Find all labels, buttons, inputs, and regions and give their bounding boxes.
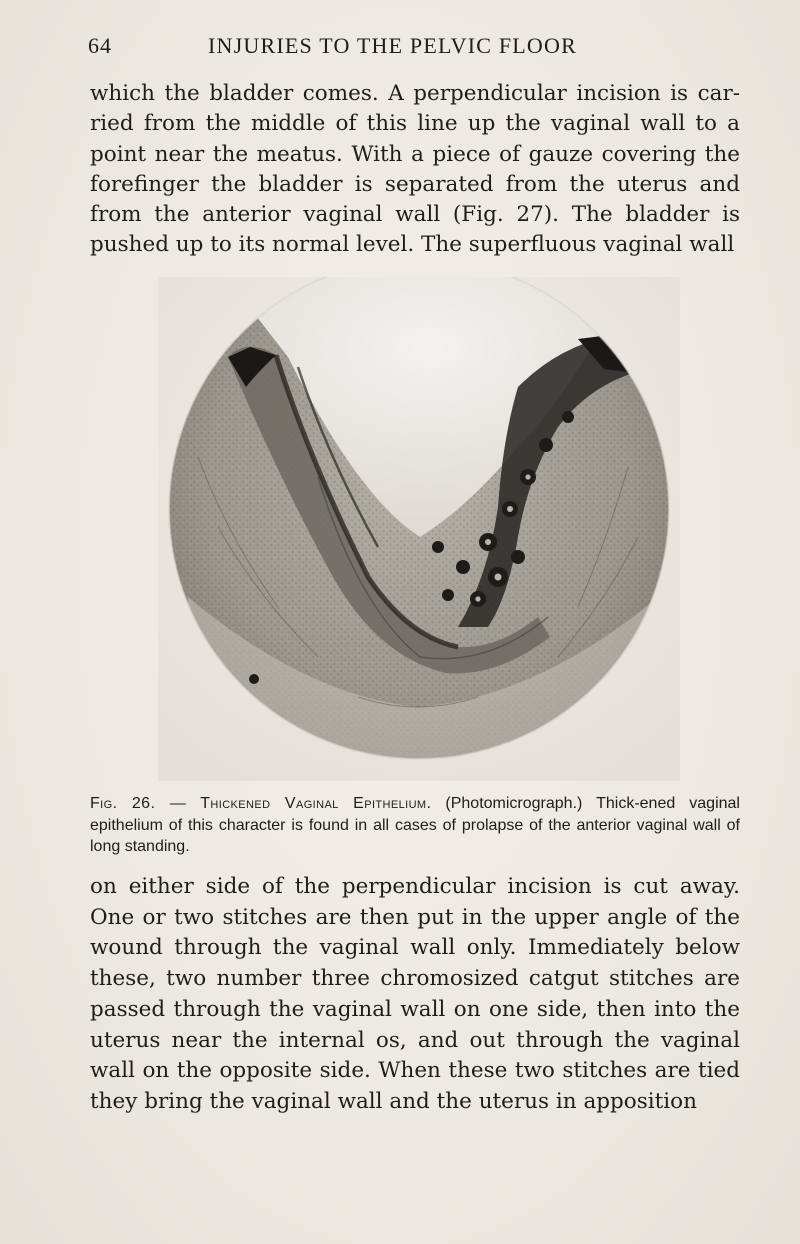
figure-caption xyxy=(90,793,740,858)
page-header xyxy=(88,33,728,63)
paragraph-top: which the bladder comes. A perpendicular incision is car-ried from the middle of this line up the vaginal wall to a point near the meatus. With a piece of gauze covering the forefinger the bladder is separated from the uterus and from the anterior vaginal wall (Fig. 27). The bladder is pushed up to its normal level. The superfluous vaginal wall xyxy=(90,81,740,258)
figure-label: Fig. 26. — xyxy=(90,795,187,812)
page-number: 64 xyxy=(88,33,112,58)
figure-caption-text: (Photomicrograph.) Thick-ened vaginal epithelium of this character is found in all cases of prolapse of the anterior vaginal wall of long standing. xyxy=(90,795,740,855)
figure-title: Thickened Vaginal Epithelium. xyxy=(200,795,432,812)
photomicrograph-image xyxy=(158,277,680,781)
paragraph-bottom: on either side of the perpendicular incision is cut away. One or two stitches are then put in the upper angle of the wound through the vaginal wall only. Immediately below these, two number three chromosized catgut stitches are passed through the vaginal wall on one side, then into the uterus near the internal os, and out through the vaginal wall on the opposite side. When these two stitches are tied they bring the vaginal wall and the uterus in apposition xyxy=(90,874,740,1114)
photomicrograph-figure xyxy=(158,277,680,781)
running-head: INJURIES TO THE PELVIC FLOOR xyxy=(208,33,577,58)
